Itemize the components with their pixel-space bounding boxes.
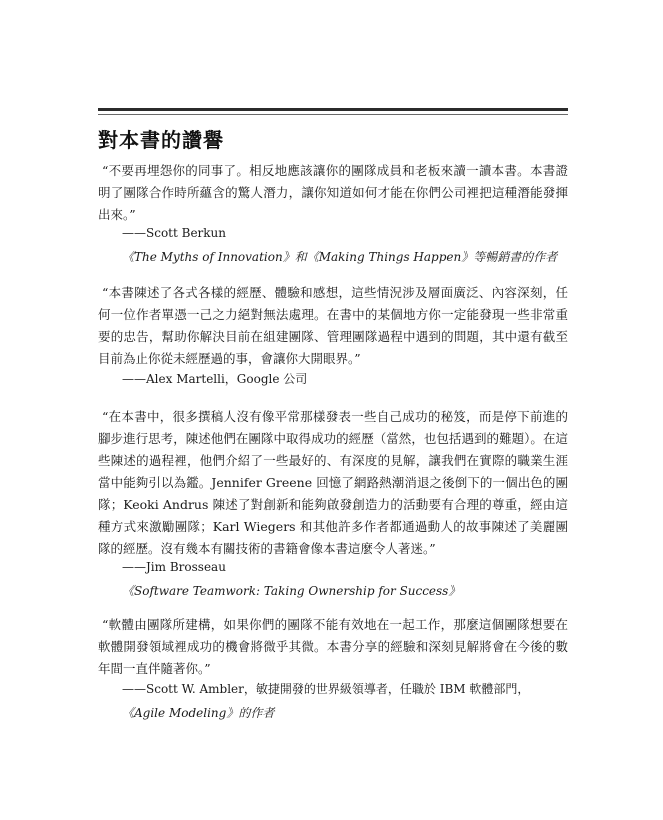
- quote-attribution-4: [98, 678, 568, 700]
- quote-attribution-3: [98, 556, 568, 578]
- quote-text: “本書陳述了各式各樣的經歷、體驗和感想，這些情況涉及層面廣泛、內容深刻，任何一位作者單憑一己之力絕對無法處理。在書中的某個地方你一定能發現一些非常重要的忠告，幫助你解決目前在組建團隊、管理團隊過程中遇到的問題，其中還有截至目前為止你從未經歷過的事，會讓你大開眼界。”: [98, 285, 568, 366]
- attribution-text: ——Scott W. Ambler，敏捷開發的世界級領導者，任職於 IBM 軟體部門，: [122, 682, 530, 696]
- attribution-text: ——Scott Berkun: [122, 226, 227, 240]
- quote-block-2: [98, 282, 568, 370]
- quote-attribution-1: [98, 222, 568, 244]
- attribution-text: ——Jim Brosseau: [122, 560, 226, 574]
- header-rule-thin: [98, 114, 568, 115]
- source-text: 《Software Teamwork: Taking Ownership for Success》: [122, 584, 461, 598]
- quote-text: “軟體由團隊所建構，如果你們的團隊不能有效地在一起工作，那麼這個團隊想要在軟體開發領域裡成功的機會將微乎其微。本書分享的經驗和深刻見解將會在今後的數年間一直伴隨著你。”: [98, 617, 568, 676]
- quote-source-4: [98, 702, 568, 724]
- page-title: 對本書的讚譽: [98, 128, 224, 152]
- source-text: 《The Myths of Innovation》和《Making Things Happen》等暢銷書的作者: [122, 250, 558, 264]
- source-text: 《Agile Modeling》的作者: [122, 706, 275, 720]
- quote-text: “不要再埋怨你的同事了。相反地應該讓你的團隊成員和老板來讀一讀本書。本書證明了團隊合作時所蘊含的驚人潛力，讓你知道如何才能在你們公司裡把這種潛能發揮出來。”: [98, 163, 568, 222]
- quote-source-3: [98, 580, 568, 602]
- quote-text: “在本書中，很多撰稿人沒有像平常那樣發表一些自己成功的秘笈，而是停下前進的腳步進行思考，陳述他們在團隊中取得成功的經歷（當然，也包括遇到的難題）。在這些陳述的過程裡，他們介紹了一些最好的、有深度的見解，讓我們在實際的職業生涯當中能夠引以為鑑。Jennifer Greene 回憶了網路熱潮消退之後倒下的一個出色的團隊；Keoki Andrus 陳述了對創新和能夠啟發創造力的活動要有合理的尊重，經由這種方式來激勵團隊；Karl Wiegers 和其他許多作者都通過動人的故事陳述了美麗團隊的經歷。沒有幾本有關技術的書籍會像本書這麼令人著迷。”: [98, 409, 568, 556]
- quote-block-3: [98, 406, 568, 560]
- header-rule-thick: [98, 108, 568, 111]
- quote-block-4: [98, 614, 568, 680]
- page: [98, 0, 568, 820]
- quote-attribution-2: [98, 368, 568, 390]
- quote-source-1: [98, 246, 568, 268]
- attribution-text: ——Alex Martelli，Google 公司: [122, 372, 308, 386]
- quote-block-1: [98, 160, 568, 226]
